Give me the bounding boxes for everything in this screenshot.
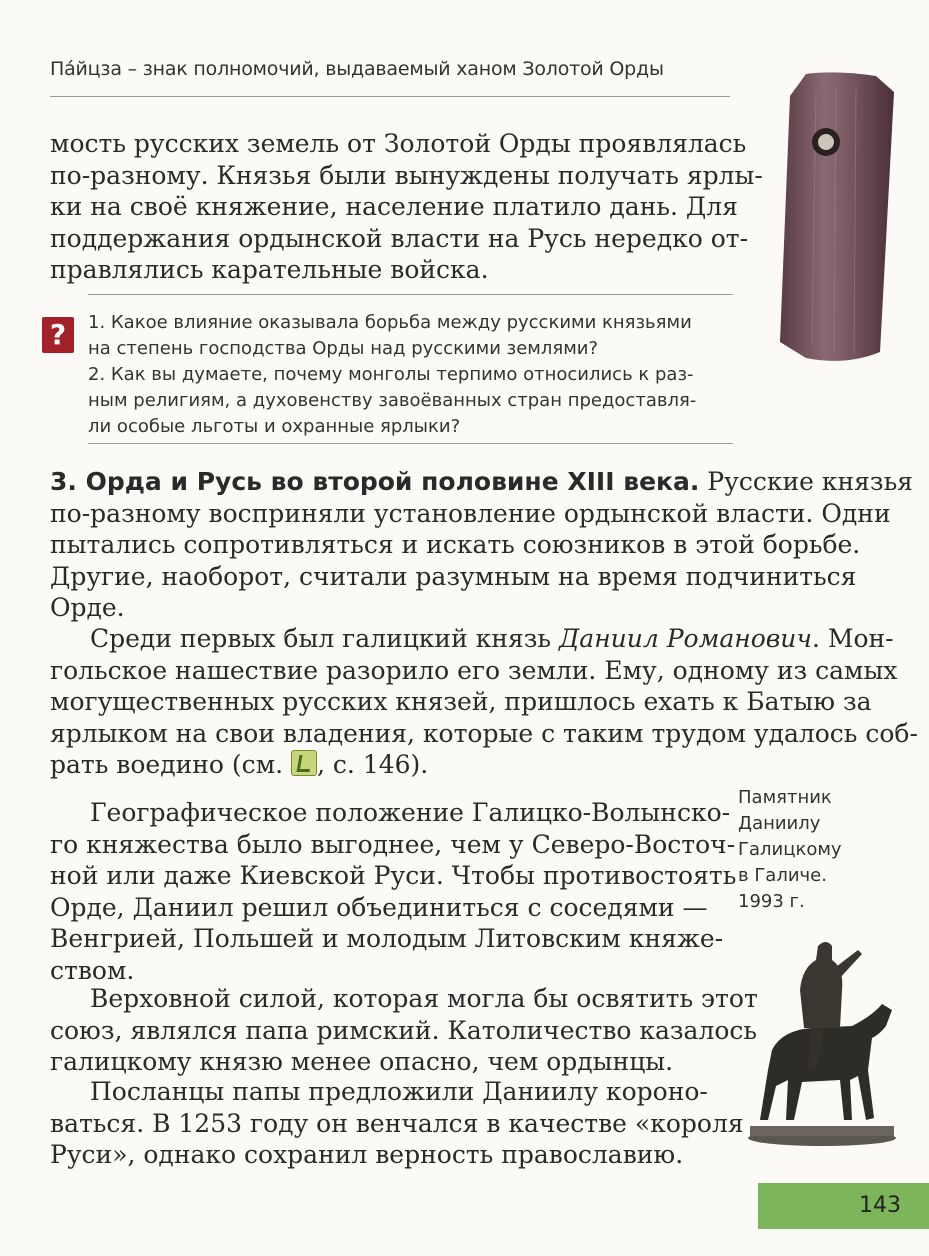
- page-number: 143: [859, 1193, 901, 1218]
- caption-divider: [50, 96, 730, 97]
- caption-line: Памятник: [738, 787, 832, 808]
- question-line: 2. Как вы думаете, почему монголы терпимо относились к раз-: [88, 364, 694, 385]
- text-line: ной или даже Киевской Руси. Чтобы противостоять: [50, 861, 737, 890]
- text-line: союз, являлся папа римский. Католичество казалось: [50, 1015, 758, 1045]
- paragraph-pope: [50, 983, 758, 1078]
- text-fragment: Русские князья: [699, 467, 913, 496]
- question-line: ли особые льготы и охранные ярлыки?: [88, 416, 461, 437]
- person-name: Даниил Романович: [558, 624, 812, 653]
- text-line: Другие, наоборот, считали разумным на время подчиниться: [50, 561, 857, 591]
- text-line: Географическое положение Галицко-Волынско-: [90, 798, 731, 827]
- caption-line: 1993 г.: [738, 891, 805, 912]
- questions-divider-top: [88, 294, 733, 295]
- image-caption-paitza: Па́йцза – знак полномочий, выдаваемый ханом Золотой Орды: [50, 58, 664, 80]
- text-line: ваться. В 1253 году он венчался в качестве «короля: [50, 1108, 744, 1138]
- text-line: [50, 749, 850, 781]
- caption-line: Даниилу: [738, 813, 821, 834]
- text-line: правлялись карательные войска.: [50, 255, 489, 284]
- section-heading: 3. Орда и Русь во второй половине XIII века.: [50, 467, 700, 496]
- text-line: поддержания ордынской власти на Русь нередко от-: [50, 223, 749, 253]
- text-line: галицкому князю менее опасно, чем ордынцы.: [50, 1047, 674, 1076]
- text-line: Посланцы папы предложили Даниилу короно-: [90, 1077, 708, 1106]
- map-reference-icon[interactable]: [291, 750, 317, 776]
- text-line: ством.: [50, 955, 135, 985]
- question-line: на степень господства Орды над русскими землями?: [88, 338, 599, 359]
- text-line: ярлыком на свои владения, которые с таким трудом удалось соб-: [50, 718, 918, 748]
- caption-line: в Галиче.: [738, 865, 827, 886]
- text-line: Орде.: [50, 593, 125, 622]
- text-line: ки на своё княжение, население платило дань. Для: [50, 192, 738, 221]
- text-fragment: Среди первых был галицкий князь: [90, 624, 559, 653]
- text-fragment: рать воедино (см.: [50, 750, 292, 779]
- questions-block: [88, 310, 733, 440]
- text-line: пытались сопротивляться и искать союзников в этой борьбе.: [50, 530, 861, 559]
- paragraph-crowning: [50, 1076, 744, 1171]
- text-line: могущественных русских князей, пришлось ехать к Батыю за: [50, 687, 872, 716]
- monument-statue-image: [742, 930, 902, 1148]
- paitza-image: [776, 72, 896, 364]
- caption-line: Галицкому: [738, 839, 842, 860]
- text-line: го княжества было выгоднее, чем у Северо-Восточ-: [50, 829, 736, 859]
- text-line: мость русских земель от Золотой Орды проявлялась: [50, 129, 747, 158]
- text-line: Венгрией, Польшей и молодым Литовским княже-: [50, 924, 724, 953]
- monument-caption: [738, 785, 908, 915]
- page-number-tab: [758, 1183, 929, 1229]
- text-line: Верховной силой, которая могла бы освятить этот: [90, 984, 758, 1013]
- text-fragment: , с. 146).: [317, 750, 429, 779]
- text-line: Орде, Даниил решил объединиться с соседями —: [50, 892, 708, 922]
- questions-divider-bottom: [88, 443, 733, 444]
- text-line: гольское нашествие разорило его земли. Ему, одному из самых: [50, 655, 898, 685]
- question-line: ным религиям, а духовенству завоёванных стран предоставля-: [88, 390, 697, 411]
- paragraph-geography: [50, 797, 737, 986]
- paragraph-daniil: [50, 623, 918, 781]
- text-fragment: . Мон-: [811, 624, 894, 653]
- text-line: по-разному. Князья были вынуждены получать ярлы-: [50, 160, 763, 190]
- section-first-line: [50, 466, 913, 498]
- paragraph-dependence: [50, 128, 763, 286]
- question-line: 1. Какое влияние оказывала борьба между русскими князьями: [88, 312, 692, 333]
- question-mark-icon: ?: [42, 317, 74, 353]
- section-3: [50, 466, 913, 624]
- text-line: [50, 623, 894, 655]
- text-line: Руси», однако сохранил верность православию.: [50, 1140, 684, 1169]
- text-line: по-разному восприняли установление ордынской власти. Одни: [50, 498, 891, 528]
